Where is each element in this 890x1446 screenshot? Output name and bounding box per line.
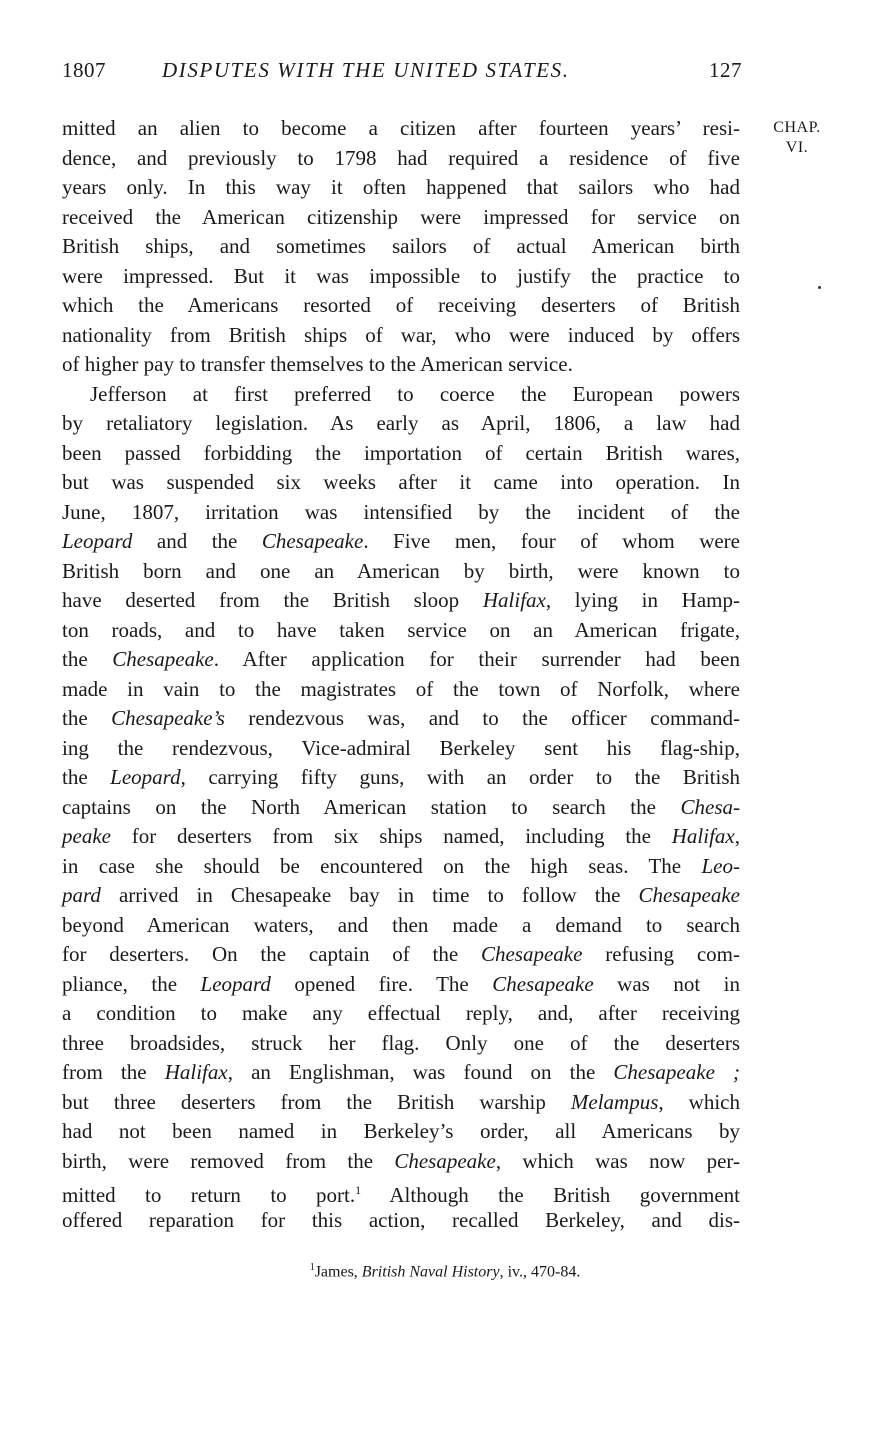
text-segment: made in vain to the magistrates of the town of Norfolk, where	[62, 676, 740, 701]
text-line	[62, 675, 740, 705]
italic-text: Chesapeake ;	[613, 1060, 740, 1084]
text-segment: years only. In this way it often happened that sailors who had	[62, 175, 740, 199]
italic-text: Chesapeake	[261, 529, 364, 553]
text-segment: captains on the North American station to search the	[62, 794, 681, 819]
text-segment: have deserted from the British sloop	[62, 588, 483, 612]
footnote-reference-marker: 1	[355, 1183, 362, 1197]
italic-text: Leo-	[701, 853, 740, 878]
text-line	[62, 380, 740, 410]
text-line	[62, 173, 740, 203]
italic-text: Leopard	[200, 971, 271, 996]
text-line	[62, 911, 740, 941]
text-segment: of higher pay to transfer themselves to the American service.	[62, 352, 573, 376]
text-segment: in case she should be encountered on the high seas. The	[62, 853, 702, 878]
italic-text: Chesa-	[680, 794, 740, 819]
text-segment: Although the British government	[361, 1183, 741, 1207]
italic-text: Halifax	[164, 1060, 228, 1084]
text-segment: offered reparation for this action, recalled Berkeley, and dis-	[62, 1207, 740, 1232]
text-line	[62, 1088, 740, 1118]
text-segment: ton roads, and to have taken service on an American frigate,	[62, 617, 740, 642]
text-line	[62, 1029, 740, 1059]
italic-text: Chesapeake’s	[111, 706, 225, 730]
running-head-title: DISPUTES WITH THE UNITED STATES.	[162, 58, 570, 82]
text-line	[62, 1147, 740, 1177]
text-line	[62, 822, 740, 852]
chapter-margin-note	[764, 118, 830, 158]
italic-text: Chesapeake	[638, 883, 740, 907]
text-segment: for deserters. On the captain of the	[62, 942, 481, 966]
italic-text: Chesapeake	[492, 971, 594, 996]
text-segment: but was suspended six weeks after it came into operation. In	[62, 470, 740, 494]
text-line	[62, 350, 740, 380]
text-segment: for deserters from six ships named, including the	[110, 824, 672, 848]
text-segment: beyond American waters, and then made a demand to search	[62, 912, 740, 937]
text-line	[62, 1058, 740, 1088]
text-line	[62, 970, 740, 1000]
text-segment: British ships, and sometimes sailors of actual American birth	[62, 234, 740, 258]
italic-text: pard	[62, 883, 101, 907]
italic-text: Halifax	[671, 824, 735, 848]
text-segment: arrived in Chesapeake bay in time to follow the	[100, 883, 639, 907]
text-segment: by retaliatory legislation. As early as April, 1806, a law had	[62, 411, 740, 435]
text-segment: was not in	[593, 971, 740, 996]
text-line	[62, 616, 740, 646]
text-line	[62, 704, 740, 734]
text-segment: the	[62, 765, 111, 789]
italic-text: Leopard	[110, 765, 181, 789]
text-segment: were impressed. But it was impossible to justify the practice to	[62, 263, 740, 288]
body-text	[62, 114, 740, 1235]
text-segment: been passed forbidding the importation of certain British wares,	[62, 440, 740, 465]
margin-note-number: VI.	[785, 139, 809, 156]
italic-text: Chesapeake	[394, 1148, 496, 1173]
text-segment: . Five men, four of whom were	[363, 529, 740, 553]
text-line	[62, 645, 740, 675]
text-segment: nationality from British ships of war, who were induced by offers	[62, 322, 740, 347]
text-segment: , lying in Hamp-	[545, 588, 740, 612]
print-speck	[818, 286, 821, 289]
text-line	[62, 114, 740, 144]
footnote-work-title: British Naval History	[361, 1263, 500, 1281]
text-segment: , carrying fifty guns, with an order to the British	[180, 765, 741, 789]
text-line	[62, 527, 740, 557]
text-segment: opened fire. The	[270, 971, 493, 996]
text-line	[62, 439, 740, 469]
text-line	[62, 144, 740, 174]
text-segment: refusing com-	[582, 942, 740, 966]
text-segment: ,	[734, 824, 740, 848]
text-line	[62, 203, 740, 233]
text-segment: but three deserters from the British warship	[62, 1089, 571, 1114]
text-segment: rendezvous was, and to the officer command-	[224, 706, 741, 730]
italic-text: Halifax	[482, 588, 546, 612]
text-line	[62, 1176, 740, 1206]
text-segment: , an Englishman, was found on the	[227, 1060, 614, 1084]
text-line	[62, 999, 740, 1029]
footnote-author: James,	[314, 1263, 362, 1281]
footnote-reference: , iv., 470-84.	[499, 1263, 581, 1281]
text-segment: the	[62, 706, 112, 730]
text-segment: , which	[658, 1089, 740, 1114]
text-segment: pliance, the	[62, 971, 201, 996]
text-segment: Jefferson at first preferred to coerce the European powers	[90, 381, 740, 406]
text-line	[62, 586, 740, 616]
text-segment: mitted to return to port.	[62, 1183, 356, 1207]
text-segment: the	[62, 647, 113, 671]
text-line	[62, 793, 740, 823]
italic-text: Leopard	[62, 529, 133, 553]
text-segment: ing the rendezvous, Vice-admiral Berkeley sent his flag-ship,	[62, 735, 740, 760]
text-segment: a condition to make any effectual reply, and, after receiving	[62, 1001, 740, 1025]
italic-text: Melampus	[570, 1089, 659, 1114]
text-segment: British born and one an American by birth, were known to	[62, 558, 740, 583]
text-line	[62, 232, 740, 262]
running-head	[62, 58, 742, 88]
text-line	[62, 409, 740, 439]
text-segment: three broadsides, struck her flag. Only one of the deserters	[62, 1030, 740, 1055]
running-head-year: 1807	[62, 58, 106, 82]
page-number: 127	[709, 58, 742, 82]
text-line	[62, 852, 740, 882]
text-segment: mitted an alien to become a citizen after fourteen years’ resi-	[62, 116, 740, 140]
italic-text: Chesapeake	[112, 647, 214, 671]
text-segment: and the	[132, 529, 262, 553]
text-segment: dence, and previously to 1798 had required a residence of five	[62, 145, 740, 170]
text-segment: birth, were removed from the	[62, 1148, 395, 1173]
text-segment: from the	[62, 1060, 165, 1084]
text-line	[62, 291, 740, 321]
text-line	[62, 763, 740, 793]
text-segment: . After application for their surrender had been	[213, 647, 740, 671]
italic-text: Chesapeake	[480, 942, 583, 966]
text-line	[62, 940, 740, 970]
text-line	[62, 1206, 740, 1236]
margin-note-chap: CHAP.	[773, 119, 821, 136]
text-line	[62, 1117, 740, 1147]
text-line	[62, 262, 740, 292]
text-segment: June, 1807, irritation was intensified by the incident of the	[62, 499, 740, 524]
text-segment: , which was now per-	[495, 1148, 740, 1173]
text-line	[62, 881, 740, 911]
text-segment: received the American citizenship were impressed for service on	[62, 204, 740, 229]
footnote-marker: 1	[309, 1262, 315, 1273]
text-segment: which the Americans resorted of receiving deserters of British	[62, 293, 740, 317]
italic-text: peake	[62, 824, 111, 848]
text-line	[62, 468, 740, 498]
footnote	[0, 1262, 890, 1281]
text-segment: had not been named in Berkeley’s order, all Americans by	[62, 1119, 740, 1143]
text-line	[62, 498, 740, 528]
text-line	[62, 557, 740, 587]
text-line	[62, 321, 740, 351]
text-line	[62, 734, 740, 764]
